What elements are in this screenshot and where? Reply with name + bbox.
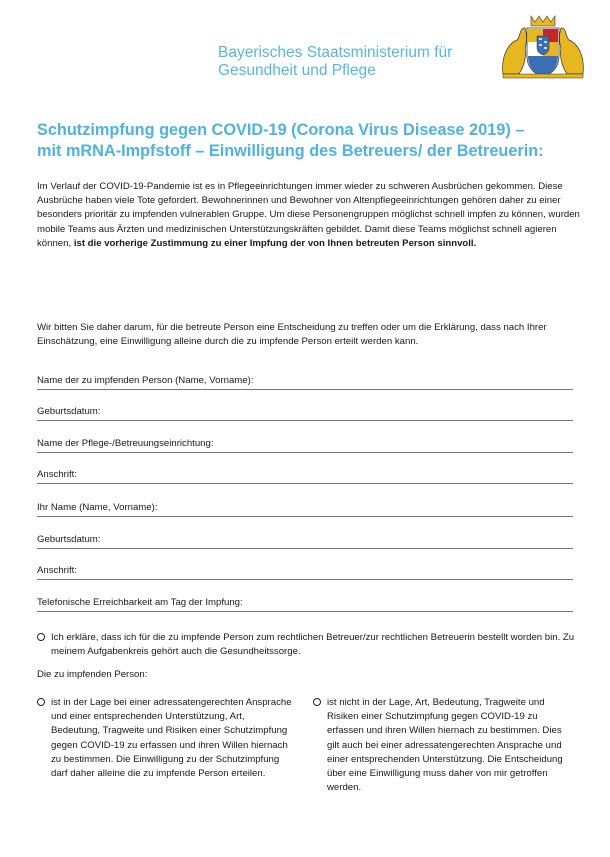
radio-circle-icon[interactable] xyxy=(313,698,321,706)
phone-label: Telefonische Erreichbarkeit am Tag der Impfung: xyxy=(37,597,243,608)
guardian-address-label: Anschrift: xyxy=(37,565,77,576)
guardian-address-field[interactable] xyxy=(37,565,573,580)
option-capable-row[interactable] xyxy=(37,696,292,781)
title-line-1: Schutzimpfung gegen COVID-19 (Corona Virus Disease 2019) – xyxy=(37,121,525,139)
patient-dob-label: Geburtsdatum: xyxy=(37,406,101,417)
title-line-2: mit mRNA-Impfstoff – Einwilligung des Betreuers/ der Betreuerin: xyxy=(37,142,544,160)
intro-paragraph xyxy=(37,180,582,251)
ministry-line-1: Bayerisches Staatsministerium für xyxy=(218,44,453,61)
facility-address-field[interactable] xyxy=(37,469,573,484)
declaration-text: Ich erkläre, dass ich für die zu impfende Person zum rechtlichen Betreuer/zur rechtlichen Betreuerin bestellt worden bin. Zu meinem Aufgabenkreis gehört auch die Gesundheitssorge. xyxy=(51,632,575,658)
option-not-capable-row[interactable] xyxy=(313,696,575,795)
guardian-dob-field[interactable] xyxy=(37,534,573,549)
guardian-name-field[interactable] xyxy=(37,502,573,517)
patient-name-label: Name der zu impfenden Person (Name, Vorname): xyxy=(37,375,254,386)
phone-field[interactable] xyxy=(37,597,573,612)
patient-subheading: Die zu impfenden Person: xyxy=(37,669,148,680)
patient-name-field[interactable] xyxy=(37,375,573,390)
facility-address-label: Anschrift: xyxy=(37,469,77,480)
patient-dob-field[interactable] xyxy=(37,406,573,421)
guardian-name-label: Ihr Name (Name, Vorname): xyxy=(37,502,158,513)
ministry-line-2: Gesundheit und Pflege xyxy=(218,62,376,79)
bavarian-coat-of-arms-icon xyxy=(497,14,589,82)
guardian-dob-label: Geburtsdatum: xyxy=(37,534,101,545)
option-not-capable-text: ist nicht in der Lage, Art, Bedeutung, Tragweite und Risiken einer Schutzimpfung gegen COVID-19 zu erfassen und ihren Willen hiernach zu bestimmen. Dies gilt auch bei einer adressatengerechten Ansprache und einer entsprechenden Unterstützung. Die Entscheidung über eine Einwilligung muss daher von mir getroffen werden. xyxy=(327,697,563,794)
intro-bold-text: ist die vorherige Zustimmung zu einer Impfung der von Ihnen betreuten Person sinnvoll. xyxy=(73,237,477,249)
document-title xyxy=(37,120,582,162)
option-capable-text: ist in der Lage bei einer adressatengerechten Ansprache und einer entsprechenden Unterstützung, Art, Bedeutung, Tragweite und Risiken einer Schutzimpfung gegen COVID-19 zu erfassen und ihren Willen hiernach zu bestimmen. Die Einwilligung zu der Schutzimpfung darf daher alleine die zu impfende Person erteilen. xyxy=(51,697,292,780)
intro-text: Im Verlauf der COVID-19-Pandemie ist es in Pflegeeinrichtungen immer wieder zu schweren Ausbrüchen gekommen. Diese Ausbrüche haben viele Tote gefordert. Bewohnerinnen und Bewohner von Altenpflegeeinrichtungen gehören daher zu einer besonders prioritär zu impfenden vulnerablen Gruppe. Um diese Personengruppen möglichst schnell impfen zu können, wurden mobile Teams aus Ärzten und medizinischen Unterstützungskräften gebildet. Damit diese Teams möglichst schnell agieren können, xyxy=(37,181,580,249)
radio-circle-icon[interactable] xyxy=(37,698,45,706)
radio-circle-icon[interactable] xyxy=(37,633,45,641)
request-paragraph: Wir bitten Sie daher darum, für die betreute Person eine Entscheidung zu treffen oder um die Erklärung, dass nach Ihrer Einschätzung, eine Einwilligung alleine durch die zu impfende Person erteilt werden kann. xyxy=(37,322,547,348)
declaration-checkbox-row[interactable] xyxy=(37,631,577,659)
facility-name-label: Name der Pflege-/Betreuungseinrichtung: xyxy=(37,438,214,449)
facility-name-field[interactable] xyxy=(37,438,573,453)
ministry-name xyxy=(218,44,488,80)
